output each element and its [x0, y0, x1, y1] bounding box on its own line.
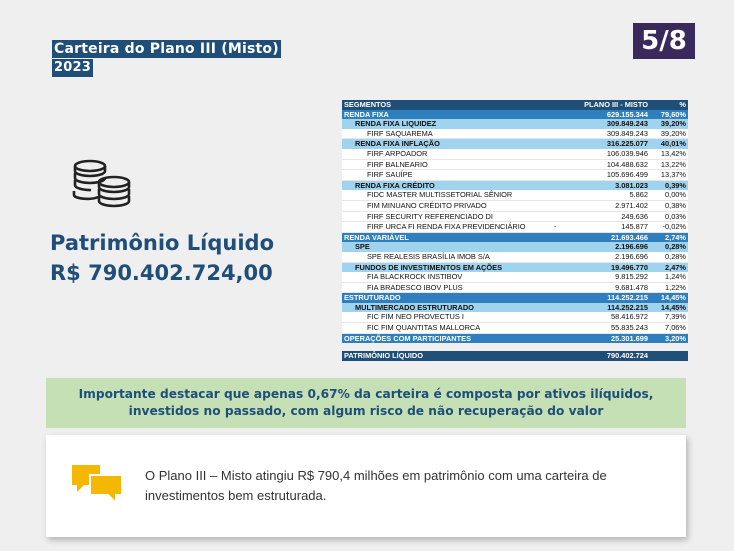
segment-percent: 13,42%	[650, 149, 688, 159]
total-row	[342, 351, 688, 361]
table-row	[342, 252, 688, 262]
table-row	[342, 293, 688, 303]
table-row	[342, 323, 688, 334]
table-header	[342, 100, 688, 110]
segment-name: MULTIMERCADO ESTRUTURADO	[342, 303, 554, 313]
segment-value: 2.971.402	[564, 200, 650, 211]
segment-name: SPE REALESIS BRASÍLIA IMOB S/A	[342, 252, 554, 262]
segment-percent: -0,02%	[650, 222, 688, 233]
negative-marker	[554, 170, 564, 181]
header-segmentos: SEGMENTOS	[342, 100, 554, 110]
segment-value: 309.849.243	[564, 129, 650, 139]
table-row	[342, 110, 688, 120]
table-row	[342, 119, 688, 129]
segment-name: SPE	[342, 242, 554, 252]
slide-title	[52, 40, 281, 77]
segment-percent: 0,28%	[650, 252, 688, 262]
segment-value: 249.636	[564, 211, 650, 222]
segment-name: FIRF BALNEARIO	[342, 159, 554, 170]
segment-value: 9.681.478	[564, 282, 650, 293]
negative-marker	[554, 110, 564, 120]
negative-marker	[554, 119, 564, 129]
total-spacer	[554, 351, 564, 361]
segment-value: 2.196.696	[564, 242, 650, 252]
net-assets-label: Patrimônio Líquido	[50, 231, 275, 255]
segment-name: FUNDOS DE INVESTIMENTOS EM AÇÕES	[342, 262, 554, 272]
segment-value: 105.696.499	[564, 170, 650, 181]
segment-percent: 0,39%	[650, 180, 688, 190]
table-row	[342, 200, 688, 211]
segment-value: 114.252.215	[564, 303, 650, 313]
segment-name: FIRF SAUÍPE	[342, 170, 554, 181]
negative-marker	[554, 190, 564, 200]
segment-value: 9.815.292	[564, 272, 650, 282]
negative-marker	[554, 129, 564, 139]
segment-value: 2.196.696	[564, 252, 650, 262]
table-row	[342, 282, 688, 293]
segment-percent: 3,20%	[650, 333, 688, 343]
negative-marker	[554, 303, 564, 313]
segment-value: 104.488.632	[564, 159, 650, 170]
segment-name: FIA BRADESCO IBOV PLUS	[342, 282, 554, 293]
net-assets-value: R$ 790.402.724,00	[50, 261, 273, 285]
table-row	[342, 333, 688, 343]
table-row	[342, 170, 688, 181]
segment-name: RENDA FIXA CRÉDITO	[342, 180, 554, 190]
negative-marker	[554, 282, 564, 293]
segment-percent: 0,03%	[650, 211, 688, 222]
total-percent	[650, 351, 688, 361]
segment-name: FIRF ARPOADOR	[342, 149, 554, 159]
table-row	[342, 190, 688, 200]
negative-marker	[554, 139, 564, 149]
segment-name: FIA BLACKROCK INSTIBOV	[342, 272, 554, 282]
table-row	[342, 312, 688, 322]
segment-percent: 0,28%	[650, 242, 688, 252]
segment-value: 25.301.699	[564, 333, 650, 343]
gap-cell	[564, 343, 650, 351]
segment-percent: 39,20%	[650, 119, 688, 129]
total-value: 790.402.724	[564, 351, 650, 361]
info-text: O Plano III – Misto atingiu R$ 790,4 milhões em patrimônio com uma carteira de investimentos bem estruturada.	[145, 468, 607, 503]
segment-value: 55.835.243	[564, 323, 650, 334]
segment-value: 316.225.077	[564, 139, 650, 149]
segment-name: FIDC MASTER MULTISSETORIAL SÊNIOR	[342, 190, 554, 200]
portfolio-table	[342, 100, 688, 361]
table-row	[342, 211, 688, 222]
segment-name: FIC FIM QUANTITAS MALLORCA	[342, 323, 554, 334]
negative-marker	[554, 232, 564, 242]
segment-value: 629.155.344	[564, 110, 650, 120]
table-row	[342, 262, 688, 272]
segment-name: FIRF URCA FI RENDA FIXA PREVIDENCIÁRIO	[342, 222, 554, 233]
segment-name: RENDA VARIÁVEL	[342, 232, 554, 242]
negative-marker: -	[554, 222, 564, 233]
table-row	[342, 242, 688, 252]
table-row	[342, 222, 688, 233]
table-row	[342, 232, 688, 242]
negative-marker	[554, 252, 564, 262]
header-spacer	[554, 100, 564, 110]
negative-marker	[554, 242, 564, 252]
negative-marker	[554, 200, 564, 211]
table-row	[342, 180, 688, 190]
negative-marker	[554, 272, 564, 282]
segment-percent: 39,20%	[650, 129, 688, 139]
segment-percent: 40,01%	[650, 139, 688, 149]
segment-percent: 7,06%	[650, 323, 688, 334]
segment-value: 19.496.770	[564, 262, 650, 272]
coins-icon	[70, 158, 140, 213]
segment-percent: 13,22%	[650, 159, 688, 170]
table-gap	[342, 343, 688, 351]
segment-value: 114.252.215	[564, 293, 650, 303]
segment-percent: 1,22%	[650, 282, 688, 293]
header-percent: %	[650, 100, 688, 110]
negative-marker	[554, 293, 564, 303]
segment-percent: 2,47%	[650, 262, 688, 272]
segment-value: 3.081.023	[564, 180, 650, 190]
negative-marker	[554, 333, 564, 343]
segment-value: 309.849.243	[564, 119, 650, 129]
segment-name: RENDA FIXA INFLAÇÃO	[342, 139, 554, 149]
table-row	[342, 272, 688, 282]
gap-cell	[650, 343, 688, 351]
table-row	[342, 149, 688, 159]
segment-percent: 0,00%	[650, 190, 688, 200]
table-row	[342, 159, 688, 170]
segment-value: 58.416.972	[564, 312, 650, 322]
negative-marker	[554, 180, 564, 190]
table-row	[342, 129, 688, 139]
total-label: PATRIMÔNIO LÍQUIDO	[342, 351, 554, 361]
negative-marker	[554, 159, 564, 170]
table-row	[342, 303, 688, 313]
negative-marker	[554, 149, 564, 159]
page-indicator: 5/8	[633, 23, 695, 59]
segment-percent: 7,39%	[650, 312, 688, 322]
segment-value: 106.039.946	[564, 149, 650, 159]
segment-percent: 79,60%	[650, 110, 688, 120]
title-line-2: 2023	[54, 60, 91, 75]
segment-percent: 1,24%	[650, 272, 688, 282]
highlight-banner	[46, 378, 686, 428]
gap-cell	[554, 343, 564, 351]
segment-value: 145.877	[564, 222, 650, 233]
gap-cell	[342, 343, 554, 351]
segment-percent: 14,45%	[650, 303, 688, 313]
table-row	[342, 139, 688, 149]
highlight-text: Importante destacar que apenas 0,67% da carteira é composta por ativos ilíquidos, investidos no passado, com algum risco de não recuperação do valor	[78, 387, 654, 418]
segment-name: RENDA FIXA	[342, 110, 554, 120]
negative-marker	[554, 312, 564, 322]
segment-name: FIRF SECURITY REFERENCIADO DI	[342, 211, 554, 222]
header-plano: PLANO III - MISTO	[564, 100, 650, 110]
segment-percent: 14,45%	[650, 293, 688, 303]
segment-name: ESTRUTURADO	[342, 293, 554, 303]
segment-name: FIM MINUANO CRÉDITO PRIVADO	[342, 200, 554, 211]
segment-percent: 2,74%	[650, 232, 688, 242]
segment-name: FIC FIM NEO PROVECTUS I	[342, 312, 554, 322]
segment-name: FIRF SAQUAREMA	[342, 129, 554, 139]
segment-name: RENDA FIXA LIQUIDEZ	[342, 119, 554, 129]
segment-percent: 0,38%	[650, 200, 688, 211]
segment-name: OPERAÇÕES COM PARTICIPANTES	[342, 333, 554, 343]
chat-bubbles-icon	[70, 463, 124, 508]
negative-marker	[554, 323, 564, 334]
info-card	[46, 435, 686, 537]
title-line-1: Carteira do Plano III (Misto)	[54, 41, 279, 57]
segment-percent: 13,37%	[650, 170, 688, 181]
segment-value: 21.693.466	[564, 232, 650, 242]
segment-value: 5.862	[564, 190, 650, 200]
negative-marker	[554, 262, 564, 272]
negative-marker	[554, 211, 564, 222]
